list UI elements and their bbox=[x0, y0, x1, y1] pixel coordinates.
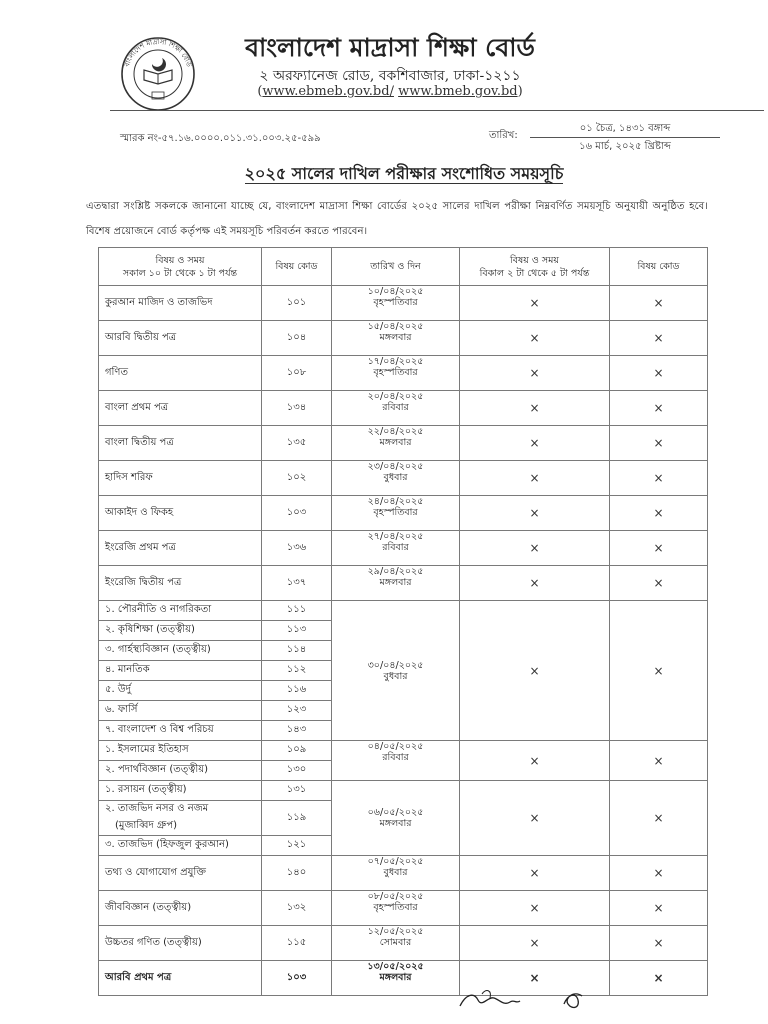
subject-code: ১১৪ bbox=[262, 641, 332, 661]
table-row bbox=[99, 856, 708, 891]
table-row bbox=[99, 496, 708, 531]
afternoon-subject-empty: × bbox=[460, 321, 610, 356]
subject-name: ১. ইসলামের ইতিহাস bbox=[99, 741, 262, 761]
subject-name: ৭. বাংলাদেশ ও বিশ্ব পরিচয় bbox=[99, 721, 262, 741]
subject-name: গণিত bbox=[99, 356, 262, 391]
subject-name: ৫. উর্দু bbox=[99, 681, 262, 701]
subject-code: ১১৫ bbox=[262, 926, 332, 961]
afternoon-code-empty: × bbox=[610, 321, 708, 356]
subject-code: ১১৬ bbox=[262, 681, 332, 701]
subject-code: ১২১ bbox=[262, 836, 332, 856]
exam-date-cell bbox=[332, 496, 460, 531]
document-title: ২০২৫ সালের দাখিল পরীক্ষার সংশোধিত সময়সূচি bbox=[244, 164, 564, 183]
signature-marks bbox=[452, 984, 622, 1014]
exam-day: বৃহস্পতিবার bbox=[373, 507, 418, 518]
subject-name: ইংরেজি প্রথম পত্র bbox=[99, 531, 262, 566]
exam-day: মঙ্গলবার bbox=[379, 818, 412, 829]
exam-date-cell bbox=[332, 601, 460, 741]
memo-reference: স্মারক নং-৫৭.১৬.০০০০.০১১.৩১.০০৩.২৫-৫৯৯ bbox=[120, 133, 321, 144]
exam-date: ২০/০৪/২০২৫ bbox=[367, 391, 424, 402]
subject-code: ১৩৫ bbox=[262, 426, 332, 461]
afternoon-subject-empty: × bbox=[460, 286, 610, 321]
subject-code: ১০৩ bbox=[262, 961, 332, 996]
subject-name: ৩. গার্হস্থ্যবিজ্ঞান (তত্ত্বীয়) bbox=[99, 641, 262, 661]
date-label: তারিখ: bbox=[489, 130, 518, 141]
table-row bbox=[99, 891, 708, 926]
subject-name: কুরআন মাজিদ ও তাজভিদ bbox=[99, 286, 262, 321]
subject-code: ১০৯ bbox=[262, 741, 332, 761]
exam-date: ১৭/০৪/২০২৫ bbox=[367, 356, 424, 367]
afternoon-code-empty: × bbox=[610, 961, 708, 996]
exam-day: রবিবার bbox=[382, 542, 409, 553]
table-row bbox=[99, 566, 708, 601]
table-row bbox=[99, 286, 708, 321]
exam-date-cell bbox=[332, 856, 460, 891]
subject-code: ১১৩ bbox=[262, 621, 332, 641]
exam-date-cell bbox=[332, 461, 460, 496]
website-link-bmeb[interactable]: www.bmeb.gov.bd bbox=[398, 84, 518, 99]
website-link-ebmeb[interactable]: www.ebmeb.gov.bd/ bbox=[262, 84, 394, 99]
intro-paragraph: এতদ্বারা সংশ্লিষ্ট সকলকে জানানো যাচ্ছে যে, বাংলাদেশ মাদ্রাসা শিক্ষা বোর্ডের ২০২৫ সালের দাখিল পরীক্ষা নিম্নবর্ণিত সময়সূচি অনুযায়ী অনুষ্ঠিত হবে। বিশেষ প্রয়োজনে বোর্ড কর্তৃপক্ষ এই সময়সূচি পরিবর্তন করতে পারবেন। bbox=[86, 201, 708, 237]
afternoon-code-empty: × bbox=[610, 531, 708, 566]
exam-date: ২৯/০৪/২০২৫ bbox=[367, 566, 424, 577]
board-name: বাংলাদেশ মাদ্রাসা শিক্ষা বোর্ড bbox=[245, 33, 535, 62]
svg-text:বাংলাদেশ মাদ্রাসা শিক্ষা বোর্ড: বাংলাদেশ মাদ্রাসা শিক্ষা বোর্ড bbox=[122, 37, 194, 68]
exam-date: ১০/০৪/২০২৫ bbox=[367, 286, 424, 297]
exam-day: রবিবার bbox=[382, 752, 409, 763]
afternoon-code-empty: × bbox=[610, 856, 708, 891]
subject-code: ১৪০ bbox=[262, 856, 332, 891]
afternoon-code-empty: × bbox=[610, 391, 708, 426]
afternoon-subject-empty: × bbox=[460, 496, 610, 531]
subject-name: বাংলা দ্বিতীয় পত্র bbox=[99, 426, 262, 461]
header-afternoon-subject: বিষয় ও সময় বিকাল ২ টা থেকে ৫ টা পর্যন্ত bbox=[460, 248, 610, 286]
afternoon-code-empty: × bbox=[610, 781, 708, 856]
exam-date-cell bbox=[332, 961, 460, 996]
subject-code: ১০২ bbox=[262, 461, 332, 496]
afternoon-subject-empty: × bbox=[460, 961, 610, 996]
exam-day: মঙ্গলবার bbox=[379, 437, 412, 448]
exam-date: ০৭/০৫/২০২৫ bbox=[367, 856, 424, 867]
subject-name: ৩. তাজভিদ (হিফজুল কুরআন) bbox=[99, 836, 262, 856]
exam-date-cell bbox=[332, 926, 460, 961]
afternoon-subject-empty: × bbox=[460, 926, 610, 961]
subject-code: ১৩২ bbox=[262, 891, 332, 926]
subject-code: ১০৪ bbox=[262, 321, 332, 356]
subject-code: ১১৯ bbox=[262, 801, 332, 836]
exam-day: বৃহস্পতিবার bbox=[373, 297, 418, 308]
table-row bbox=[99, 356, 708, 391]
table-header-row bbox=[99, 248, 708, 286]
subject-code: ১৪৩ bbox=[262, 721, 332, 741]
afternoon-code-empty: × bbox=[610, 926, 708, 961]
afternoon-subject-empty: × bbox=[460, 856, 610, 891]
afternoon-subject-empty: × bbox=[460, 426, 610, 461]
exam-date-cell bbox=[332, 891, 460, 926]
header-morning-subject: বিষয় ও সময় সকাল ১০ টা থেকে ১ টা পর্যন্ত bbox=[99, 248, 262, 286]
exam-day: সোমবার bbox=[379, 937, 412, 948]
exam-schedule-table bbox=[98, 247, 708, 996]
subject-name: ২. তাজভিদ নসর ও নজম (মুজাব্বিদ গ্রুপ) bbox=[99, 801, 262, 836]
exam-date: ১৩/০৫/২০২৫ bbox=[367, 961, 424, 972]
exam-day: বুধবার bbox=[383, 867, 408, 878]
board-seal-logo bbox=[118, 34, 198, 114]
subject-code: ১০৮ bbox=[262, 356, 332, 391]
date-bangla: ০১ চৈত্র, ১৪৩১ বঙ্গাব্দ bbox=[530, 120, 720, 138]
subject-name: জীববিজ্ঞান (তত্ত্বীয়) bbox=[99, 891, 262, 926]
subject-code: ১৩০ bbox=[262, 761, 332, 781]
afternoon-code-empty: × bbox=[610, 566, 708, 601]
subject-name: ২. পদার্থবিজ্ঞান (তত্ত্বীয়) bbox=[99, 761, 262, 781]
exam-date: ০৪/০৫/২০২৫ bbox=[367, 741, 424, 752]
afternoon-code-empty: × bbox=[610, 461, 708, 496]
exam-date: ৩০/০৪/২০২৫ bbox=[367, 659, 424, 671]
exam-date-cell bbox=[332, 566, 460, 601]
subject-name: হাদিস শরিফ bbox=[99, 461, 262, 496]
afternoon-code-empty: × bbox=[610, 426, 708, 461]
exam-date: ০৬/০৫/২০২৫ bbox=[367, 807, 424, 818]
exam-date: ২৭/০৪/২০২৫ bbox=[367, 531, 424, 542]
header-divider bbox=[110, 110, 764, 111]
exam-date: ২৪/০৪/২০২৫ bbox=[367, 496, 424, 507]
table-row bbox=[99, 926, 708, 961]
memo-date bbox=[530, 120, 720, 155]
afternoon-subject-empty: × bbox=[460, 531, 610, 566]
table-row bbox=[99, 601, 708, 621]
board-websites: (www.ebmeb.gov.bd/ www.bmeb.gov.bd) bbox=[257, 84, 523, 99]
subject-code: ১১২ bbox=[262, 661, 332, 681]
subject-name: ১. রসায়ন (তত্ত্বীয়) bbox=[99, 781, 262, 801]
afternoon-subject-empty: × bbox=[460, 391, 610, 426]
exam-day: মঙ্গলবার bbox=[379, 972, 412, 983]
header-date-day: তারিখ ও দিন bbox=[332, 248, 460, 286]
exam-date-cell bbox=[332, 321, 460, 356]
subject-name: ২. কৃষিশিক্ষা (তত্ত্বীয়) bbox=[99, 621, 262, 641]
subject-code: ১০১ bbox=[262, 286, 332, 321]
exam-date-cell bbox=[332, 286, 460, 321]
subject-name: ইংরেজি দ্বিতীয় পত্র bbox=[99, 566, 262, 601]
subject-code: ১৩৭ bbox=[262, 566, 332, 601]
subject-name: উচ্চতর গণিত (তত্ত্বীয়) bbox=[99, 926, 262, 961]
afternoon-code-empty: × bbox=[610, 601, 708, 741]
exam-date-cell bbox=[332, 781, 460, 856]
header-code: বিষয় কোড bbox=[262, 248, 332, 286]
subject-name: আরবি দ্বিতীয় পত্র bbox=[99, 321, 262, 356]
afternoon-subject-empty: × bbox=[460, 601, 610, 741]
afternoon-code-empty: × bbox=[610, 891, 708, 926]
exam-day: বুধবার bbox=[383, 670, 408, 682]
subject-name: ১. পৌরনীতি ও নাগরিকতা bbox=[99, 601, 262, 621]
table-row bbox=[99, 461, 708, 496]
exam-date: ০৮/০৫/২০২৫ bbox=[367, 891, 424, 902]
subject-name: আকাইদ ও ফিকহ bbox=[99, 496, 262, 531]
subject-code: ১২৩ bbox=[262, 701, 332, 721]
subject-name: আরবি প্রথম পত্র bbox=[99, 961, 262, 996]
exam-day: মঙ্গলবার bbox=[379, 332, 412, 343]
board-address: ২ অরফ্যানেজ রোড, বকশিবাজার, ঢাকা-১২১১ bbox=[259, 68, 521, 84]
exam-day: বৃহস্পতিবার bbox=[373, 367, 418, 378]
afternoon-subject-empty: × bbox=[460, 741, 610, 781]
afternoon-subject-empty: × bbox=[460, 781, 610, 856]
afternoon-code-empty: × bbox=[610, 741, 708, 781]
afternoon-code-empty: × bbox=[610, 496, 708, 531]
subject-code: ১১১ bbox=[262, 601, 332, 621]
table-row bbox=[99, 391, 708, 426]
subject-code: ১৩১ bbox=[262, 781, 332, 801]
exam-date-cell bbox=[332, 741, 460, 781]
subject-name: ৪. মানতিক bbox=[99, 661, 262, 681]
exam-date-cell bbox=[332, 391, 460, 426]
header-afternoon-code: বিষয় কোড bbox=[610, 248, 708, 286]
exam-day: বুধবার bbox=[383, 472, 408, 483]
exam-date-cell bbox=[332, 531, 460, 566]
afternoon-code-empty: × bbox=[610, 356, 708, 391]
afternoon-subject-empty: × bbox=[460, 891, 610, 926]
table-row bbox=[99, 426, 708, 461]
subject-code: ১০৩ bbox=[262, 496, 332, 531]
table-row bbox=[99, 781, 708, 801]
subject-name: বাংলা প্রথম পত্র bbox=[99, 391, 262, 426]
afternoon-subject-empty: × bbox=[460, 356, 610, 391]
date-gregorian: ১৬ মার্চ, ২০২৫ খ্রিষ্টাব্দ bbox=[579, 141, 671, 152]
table-row bbox=[99, 741, 708, 761]
afternoon-code-empty: × bbox=[610, 286, 708, 321]
exam-date: ২২/০৪/২০২৫ bbox=[367, 426, 424, 437]
subject-name: তথ্য ও যোগাযোগ প্রযুক্তি bbox=[99, 856, 262, 891]
subject-name: ৬. ফার্সি bbox=[99, 701, 262, 721]
exam-day: মঙ্গলবার bbox=[379, 577, 412, 588]
subject-code: ১৩৪ bbox=[262, 391, 332, 426]
afternoon-subject-empty: × bbox=[460, 566, 610, 601]
exam-date-cell bbox=[332, 356, 460, 391]
exam-day: বৃহস্পতিবার bbox=[373, 902, 418, 913]
table-body bbox=[99, 286, 708, 996]
exam-date: ১৫/০৪/২০২৫ bbox=[367, 321, 424, 332]
exam-date: ১২/০৫/২০২৫ bbox=[367, 926, 424, 937]
table-row bbox=[99, 321, 708, 356]
exam-day: রবিবার bbox=[382, 402, 409, 413]
table-row bbox=[99, 531, 708, 566]
exam-date: ২৩/০৪/২০২৫ bbox=[367, 461, 424, 472]
exam-date-cell bbox=[332, 426, 460, 461]
subject-code: ১৩৬ bbox=[262, 531, 332, 566]
afternoon-subject-empty: × bbox=[460, 461, 610, 496]
